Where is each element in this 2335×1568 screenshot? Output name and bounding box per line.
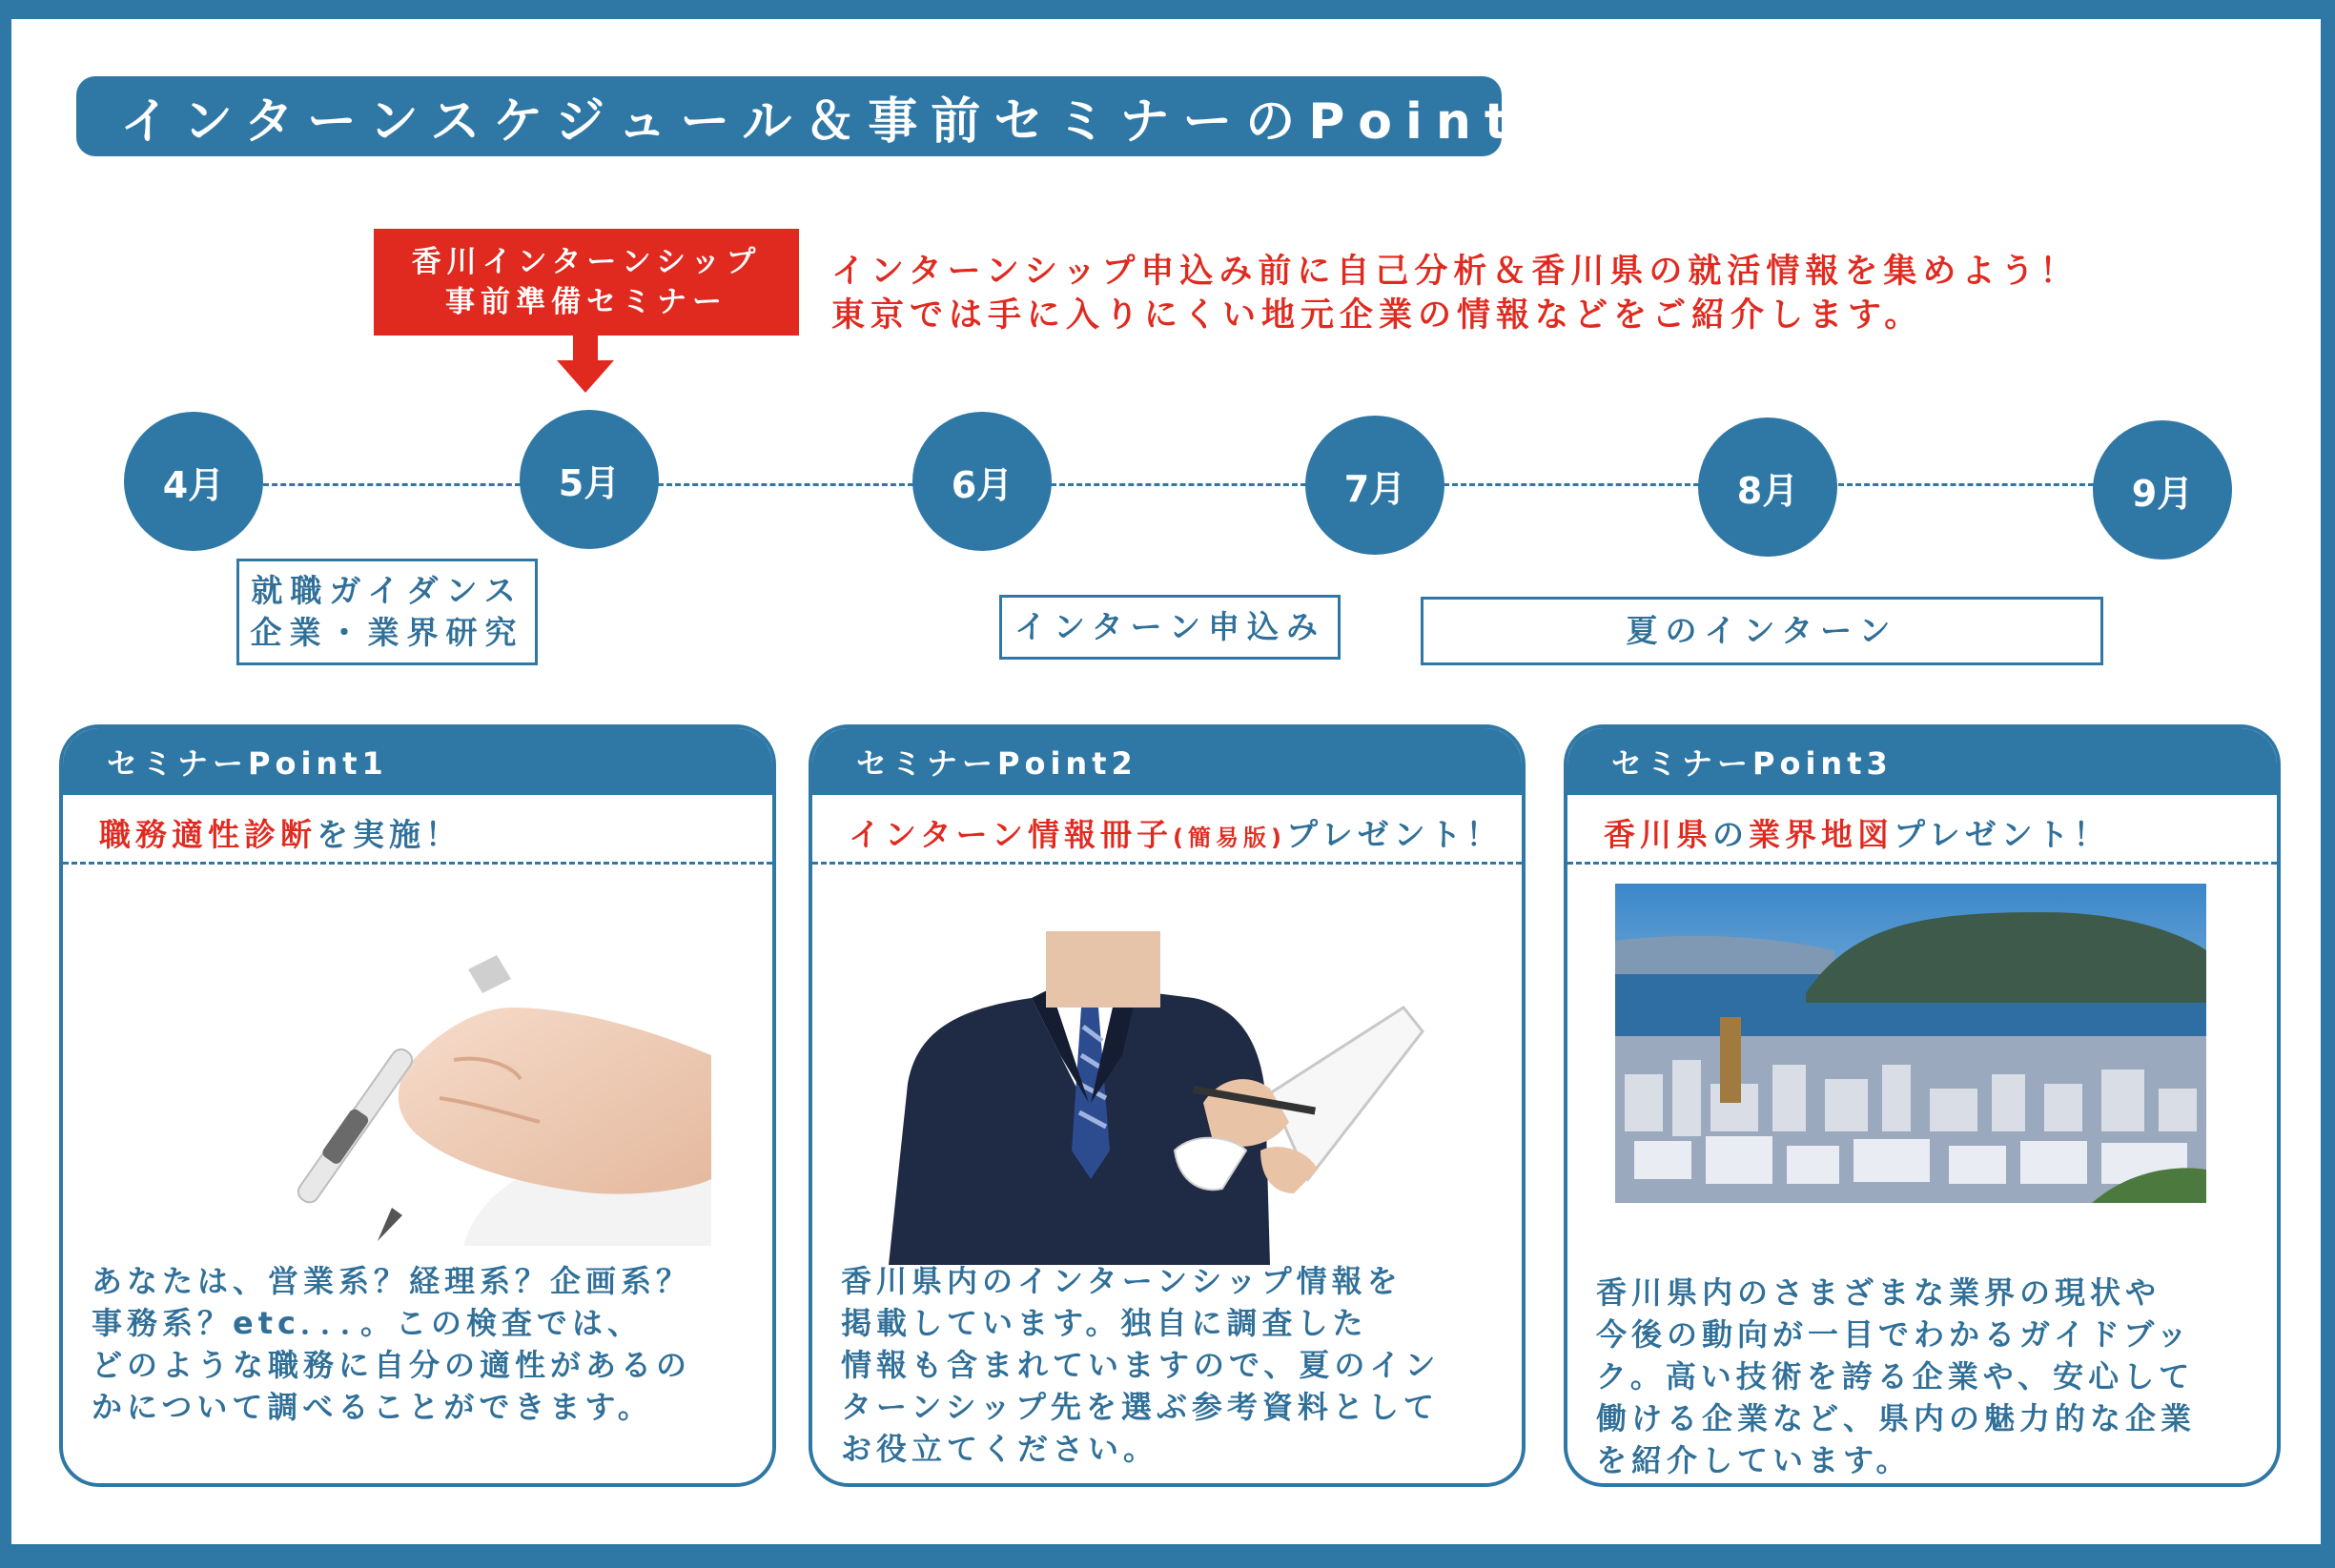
card-highlight: 職務適性診断 xyxy=(99,816,317,853)
card-body xyxy=(92,1260,753,1428)
month-september: 9月 xyxy=(2093,420,2232,560)
event-summer-intern: 夏のインターン xyxy=(1421,597,2103,665)
down-arrow-head-icon xyxy=(557,360,614,393)
timeline-connector xyxy=(658,483,913,486)
down-arrow-icon xyxy=(573,336,598,362)
card-body xyxy=(841,1260,1503,1470)
card-body-line: 事務系？etc．．．。この検査では、 xyxy=(92,1305,643,1341)
card-highlight-small: (簡易版) xyxy=(1173,825,1286,851)
card-body-line: 情報も含まれていますので、夏のイン xyxy=(841,1347,1441,1383)
card-subtitle xyxy=(1567,795,2277,862)
card-heading: セミナーPoint3 xyxy=(1567,728,2277,795)
card-body-line: を紹介しています。 xyxy=(1596,1442,1912,1478)
card-body-line: お役立てください。 xyxy=(841,1431,1159,1467)
event-guidance xyxy=(236,559,538,665)
card-body-line: かについて調べることができます。 xyxy=(92,1389,653,1425)
seminar-point-card-2 xyxy=(809,724,1526,1487)
month-april: 4月 xyxy=(124,412,263,551)
card-subtitle xyxy=(63,795,772,862)
card-subtitle-rest: を実施！ xyxy=(317,816,461,853)
seminar-point-card-3 xyxy=(1564,724,2281,1487)
seminar-point-card-1 xyxy=(59,724,776,1487)
seminar-description-line2: 東京では手に入りにくい地元企業の情報などをご紹介します。 xyxy=(831,296,1924,335)
card-body-line: ク。高い技術を誇る企業や、安心して xyxy=(1596,1358,2195,1395)
timeline-connector xyxy=(1444,483,1699,486)
card-heading: セミナーPoint1 xyxy=(63,728,772,795)
seminar-label-line1: 香川インターンシップ xyxy=(411,245,762,279)
event-guidance-line2: 企業・業界研究 xyxy=(250,614,524,651)
card-subtitle-rest: プレゼント！ xyxy=(1894,816,2110,853)
card-highlight: インターン情報冊子 xyxy=(849,816,1174,853)
seminar-label xyxy=(374,229,799,336)
card-body xyxy=(1596,1272,2258,1481)
card-body-line: 今後の動向が一目でわかるガイドブッ xyxy=(1596,1316,2192,1353)
card-body-line: 働ける企業など、県内の魅力的な企業 xyxy=(1596,1400,2197,1436)
card-subtitle-rest: プレゼント！ xyxy=(1285,816,1503,853)
month-august: 8月 xyxy=(1698,417,1837,557)
month-june: 6月 xyxy=(912,412,1052,551)
card-subtitle xyxy=(812,795,1522,862)
page-title: インターンスケジュール＆事前セミナーのPoint！ xyxy=(76,76,1502,156)
card-body-line: 香川県内のインターンシップ情報を xyxy=(841,1263,1403,1299)
takamatsu-city-view-image xyxy=(1567,865,2277,1265)
card-subtitle-middle: の xyxy=(1712,816,1749,853)
card-heading: セミナーPoint2 xyxy=(812,728,1522,795)
timeline-connector xyxy=(263,483,521,486)
card-body-line: あなたは、営業系？経理系？企画系？ xyxy=(92,1263,692,1299)
businessman-with-document-image xyxy=(812,865,1522,1265)
pen-writing-hand-image xyxy=(63,865,772,1265)
card-body-line: ターンシップ先を選ぶ参考資料として xyxy=(841,1389,1439,1425)
seminar-label-line2: 事前準備セミナー xyxy=(445,285,727,319)
timeline-connector xyxy=(1838,483,2094,486)
event-guidance-line1: 就職ガイダンス xyxy=(251,572,523,609)
event-application: インターン申込み xyxy=(999,595,1341,660)
card-highlight: 香川県 xyxy=(1604,816,1712,853)
month-july: 7月 xyxy=(1305,416,1444,555)
card-highlight-2: 業界地図 xyxy=(1749,816,1894,853)
card-body-line: 香川県内のさまざまな業界の現状や xyxy=(1596,1274,2161,1311)
seminar-description-line1: インターンシップ申込み前に自己分析＆香川県の就活情報を集めよう！ xyxy=(831,253,2079,291)
card-body-line: どのような職務に自分の適性があるの xyxy=(92,1347,692,1383)
month-may: 5月 xyxy=(520,410,659,549)
card-body-line: 掲載しています。独自に調査した xyxy=(841,1305,1368,1341)
timeline-connector xyxy=(1051,483,1306,486)
seminar-description xyxy=(831,250,2079,337)
